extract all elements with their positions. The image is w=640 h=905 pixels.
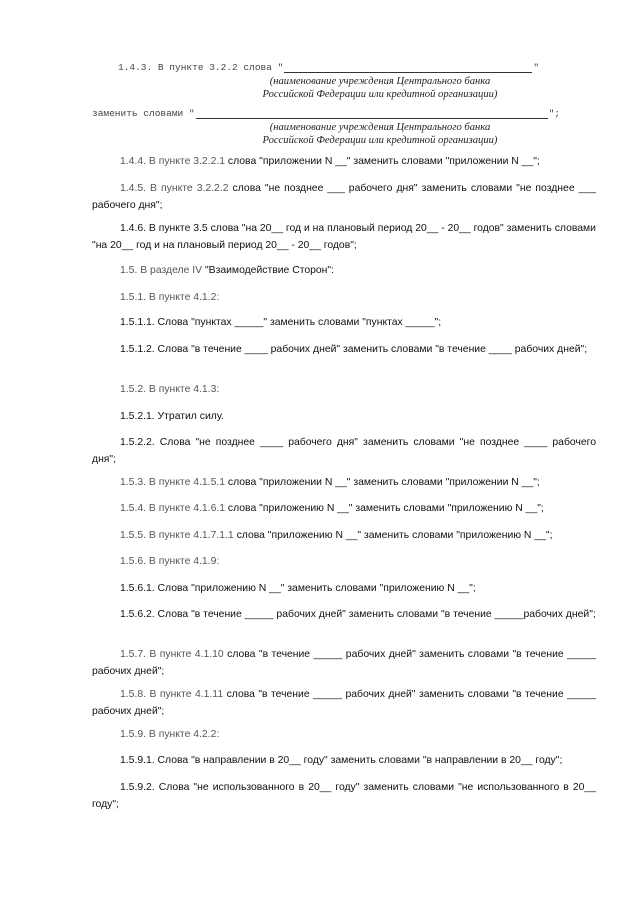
paragraph: 1.5.4. В пункте 4.1.6.1 слова "приложению N __" заменить словами "приложению N __"; (120, 503, 544, 514)
quote-end: " (533, 62, 540, 73)
caption-bank-name-1 (200, 75, 560, 101)
paragraph: 1.4.5. В пункте 3.2.2.2 слова "не позднее ___ рабочего дня" заменить словами "не позднее ___ рабочего дня"; (92, 183, 596, 211)
paragraph: 1.5.6. В пункте 4.1.9: (120, 556, 220, 567)
paragraph: 1.5.9. В пункте 4.2.2: (120, 729, 220, 740)
paragraph: 1.5.2.2. Слова "не позднее ____ рабочего дня" заменить словами "не позднее ____ рабочего дня"; (92, 437, 596, 465)
paragraph: 1.5.8. В пункте 4.1.11 слова "в течение _____ рабочих дней" заменить словами "в течение _____ рабочих дней"; (92, 689, 596, 717)
clause-1-4-3-label: 1.4.3. В пункте 3.2.2 слова " (118, 62, 284, 73)
paragraph: 1.5.1.1. Слова "пунктах _____" заменить словами "пунктах _____"; (120, 317, 442, 328)
paragraph: 1.5.2.1. Утратил силу. (120, 411, 224, 422)
paragraph: 1.5.6.2. Слова "в течение _____ рабочих дней" заменить словами "в течение _____рабочих дней"; (120, 609, 596, 620)
paragraph: 1.5.1.2. Слова "в течение ____ рабочих дней" заменить словами "в течение ____ рабочих дней"; (120, 344, 588, 355)
paragraph: 1.4.4. В пункте 3.2.2.1 слова "приложении N __" заменить словами "приложении N __"; (120, 156, 540, 167)
replace-with-line (92, 108, 602, 120)
paragraph: 1.5.5. В пункте 4.1.7.1.1 слова "приложению N __" заменить словами "приложению N __"; (120, 530, 553, 541)
replace-with-label: заменить словами " (92, 108, 195, 119)
caption-line: (наименование учреждения Центрального банка (269, 76, 491, 87)
caption-line: Российской Федерации или кредитной организации) (262, 89, 498, 100)
caption-line: Российской Федерации или кредитной организации) (262, 135, 498, 146)
paragraph: 1.5.7. В пункте 4.1.10 слова "в течение _____ рабочих дней" заменить словами "в течение _____ рабочих дней"; (92, 649, 596, 677)
paragraph: 1.5.1. В пункте 4.1.2: (120, 292, 220, 303)
paragraph: 1.5.9.2. Слова "не использованного в 20__ году" заменить словами "не использованного в 20__ году"; (92, 782, 596, 810)
caption-line: (наименование учреждения Центрального банка (269, 122, 491, 133)
paragraph: 1.5.2. В пункте 4.1.3: (120, 384, 220, 395)
paragraph: 1.5.6.1. Слова "приложению N __" заменить словами "приложению N __"; (120, 583, 476, 594)
blank-line (284, 63, 532, 73)
quote-end: "; (548, 108, 561, 119)
caption-bank-name-2 (200, 121, 560, 147)
paragraph: 1.5.3. В пункте 4.1.5.1 слова "приложении N __" заменить словами "приложении N __"; (120, 477, 540, 488)
paragraph: 1.5. В разделе IV "Взаимодействие Сторон": (120, 265, 334, 276)
clause-1-4-3-line (118, 62, 628, 74)
blank-line (196, 109, 548, 119)
paragraph: 1.4.6. В пункте 3.5 слова "на 20__ год и на плановый период 20__ - 20__ годов" заменить словами "на 20__ год и на плановый период 20__ - 20__ годов"; (92, 223, 596, 251)
paragraph: 1.5.9.1. Слова "в направлении в 20__ году" заменить словами "в направлении в 20__ году"; (120, 755, 563, 766)
